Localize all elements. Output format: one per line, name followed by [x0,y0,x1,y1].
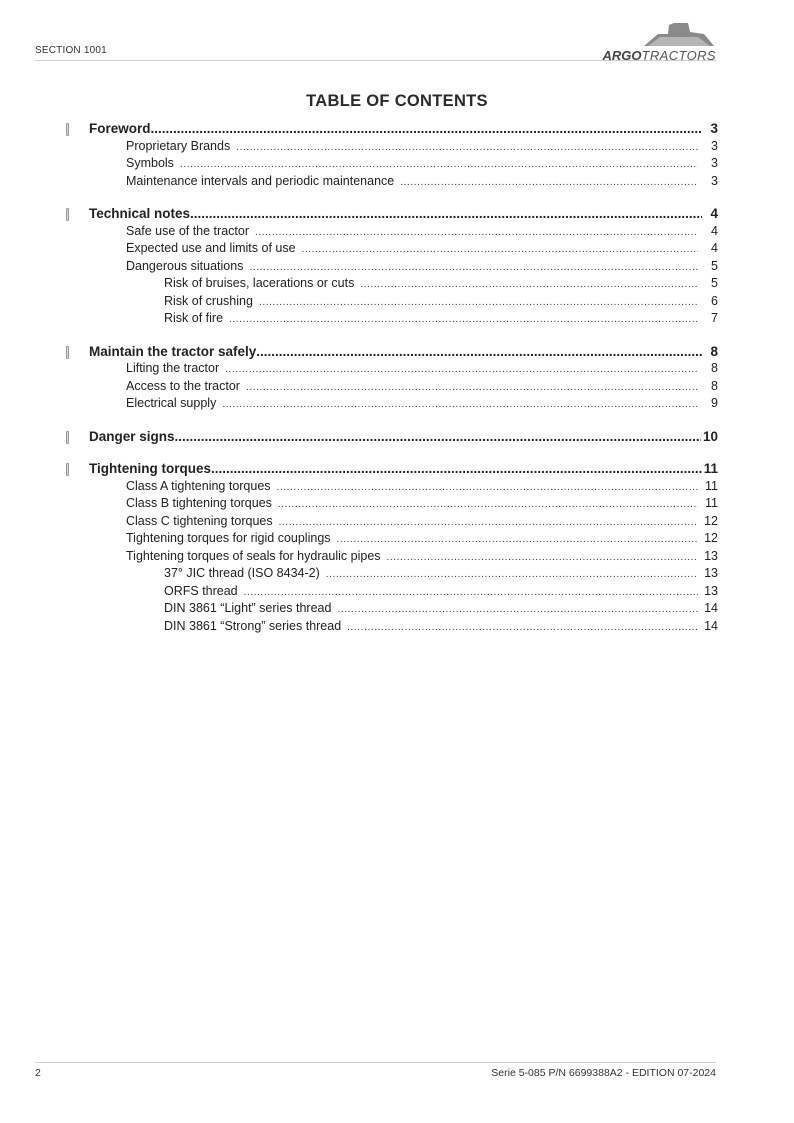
toc-entry-label: Proprietary Brands [126,138,231,153]
toc-entry-label: Lifting the tractor [126,361,220,375]
chapter-marker-icon [66,123,69,136]
toc-entry-label: Tightening torques for rigid couplings [126,531,331,545]
toc-entry-label: Expected use and limits of use [126,241,296,255]
toc-dot-leader [387,549,698,567]
toc-entry-page: 13 [704,566,718,580]
toc-subsection[interactable] [66,583,718,601]
toc-section[interactable] [66,223,718,241]
toc-entry-page: 5 [711,276,718,290]
toc-entry-label: Danger signs [89,428,175,444]
toc-entry-page: 5 [711,258,718,273]
section-label: SECTION 1001 [35,45,107,56]
toc-section[interactable] [66,530,718,548]
toc-dot-leader [151,120,702,138]
toc-section[interactable] [66,138,718,156]
toc-entry-page: 8 [711,361,718,375]
toc-dot-leader [400,174,698,192]
toc-subsection[interactable] [66,293,718,311]
toc-subsection[interactable] [66,618,718,636]
toc-subsection[interactable] [66,565,718,583]
toc-dot-leader [337,531,698,549]
toc-entry-label: Access to the tractor [126,378,240,393]
toc-dot-leader [229,311,698,329]
chapter-marker-icon [66,346,69,359]
page-number: 2 [35,1067,41,1079]
toc-entry-page: 4 [711,223,718,238]
toc-entry-label: DIN 3861 “Strong” series thread [164,618,342,633]
toc-entry-label: Symbols [126,156,174,170]
toc-entry-page: 8 [710,343,718,359]
toc-section[interactable] [66,495,718,513]
toc-subsection[interactable] [66,310,718,328]
toc-entry-page: 10 [702,428,718,444]
toc-dot-leader [222,396,698,414]
toc-entry-page: 12 [704,531,718,545]
toc-entry-page: 11 [705,478,718,493]
toc-dot-leader [277,479,698,497]
toc-entry-label: Risk of bruises, lacerations or cuts [164,276,355,290]
toc-dot-leader [360,276,698,294]
toc-entry-label: 37° JIC thread (ISO 8434-2) [164,566,320,580]
toc-chapter[interactable] [66,460,718,478]
toc-entry-page: 12 [704,513,718,528]
toc-entry-label: Tightening torques of seals for hydraulic pipes [126,548,381,563]
toc-section[interactable] [66,513,718,531]
header-divider [35,60,716,61]
toc-chapter[interactable] [66,205,718,223]
table-of-contents [66,120,718,635]
toc-dot-leader [279,514,698,532]
toc-section[interactable] [66,395,718,413]
toc-entry-page: 4 [711,241,718,255]
toc-section[interactable] [66,378,718,396]
toc-entry-label: Dangerous situations [126,258,244,273]
toc-dot-leader [337,601,698,619]
toc-entry-page: 3 [711,138,718,153]
chapter-marker-icon [66,208,69,221]
toc-section[interactable] [66,173,718,191]
toc-entry-label: Foreword [89,121,151,136]
toc-entry-label: Class A tightening torques [126,478,271,493]
toc-entry-page: 8 [711,378,718,393]
toc-entry-page: 14 [704,618,718,633]
tractor-silhouette-icon [638,22,716,48]
toc-entry-page: 3 [710,121,718,136]
toc-entry-page: 3 [711,156,718,170]
toc-section[interactable] [66,548,718,566]
toc-entry-label: Maintain the tractor safely [89,343,257,359]
toc-section[interactable] [66,478,718,496]
toc-section[interactable] [66,360,718,378]
footer-divider [35,1062,716,1063]
toc-entry-page: 6 [711,293,718,308]
page-header [35,40,716,62]
toc-entry-label: ORFS thread [164,583,238,598]
toc-entry-page: 9 [711,396,718,410]
toc-dot-leader [256,343,702,361]
toc-section[interactable] [66,258,718,276]
logo-wordmark: ARGOTRACTORS [602,48,716,63]
toc-chapter[interactable] [66,120,718,138]
toc-entry-label: Electrical supply [126,396,217,410]
toc-chapter[interactable] [66,343,718,361]
toc-entry-label: Class B tightening torques [126,496,272,510]
toc-entry-label: Safe use of the tractor [126,223,249,238]
toc-entry-page: 13 [704,583,718,598]
toc-entry-label: Risk of crushing [164,293,253,308]
toc-dot-leader [246,379,698,397]
toc-chapter[interactable] [66,428,718,446]
chapter-marker-icon [66,431,69,444]
toc-dot-leader [211,460,702,478]
chapter-marker-icon [66,463,69,476]
toc-entry-page: 11 [703,461,718,476]
toc-dot-leader [347,619,698,637]
toc-dot-leader [302,241,698,259]
toc-subsection[interactable] [66,275,718,293]
toc-dot-leader [326,566,698,584]
toc-dot-leader [190,205,702,223]
toc-entry-page: 11 [705,496,718,510]
toc-dot-leader [255,224,698,242]
toc-entry-label: DIN 3861 “Light” series thread [164,601,332,615]
toc-dot-leader [180,156,698,174]
toc-dot-leader [225,361,698,379]
toc-entry-page: 13 [704,548,718,563]
toc-section[interactable] [66,240,718,258]
toc-dot-leader [236,139,698,157]
toc-entry-label: Maintenance intervals and periodic maintenance [126,173,395,188]
toc-dot-leader [278,496,698,514]
toc-dot-leader [244,584,698,602]
toc-subsection[interactable] [66,600,718,618]
toc-entry-label: Technical notes [89,206,191,221]
toc-entry-page: 7 [711,311,718,325]
toc-dot-leader [259,294,698,312]
toc-entry-page: 3 [711,173,718,188]
toc-dot-leader [175,428,701,446]
argo-tractors-logo [598,22,716,64]
toc-dot-leader [249,259,698,277]
toc-entry-page: 14 [704,601,718,615]
page-title: TABLE OF CONTENTS [306,92,488,110]
edition-info: Serie 5-085 P/N 6699388A2 - EDITION 07-2024 [491,1067,716,1079]
toc-entry-label: Tightening torques [89,461,211,476]
toc-entry-label: Class C tightening torques [126,513,273,528]
toc-section[interactable] [66,155,718,173]
toc-entry-page: 4 [710,206,718,221]
toc-entry-label: Risk of fire [164,311,224,325]
